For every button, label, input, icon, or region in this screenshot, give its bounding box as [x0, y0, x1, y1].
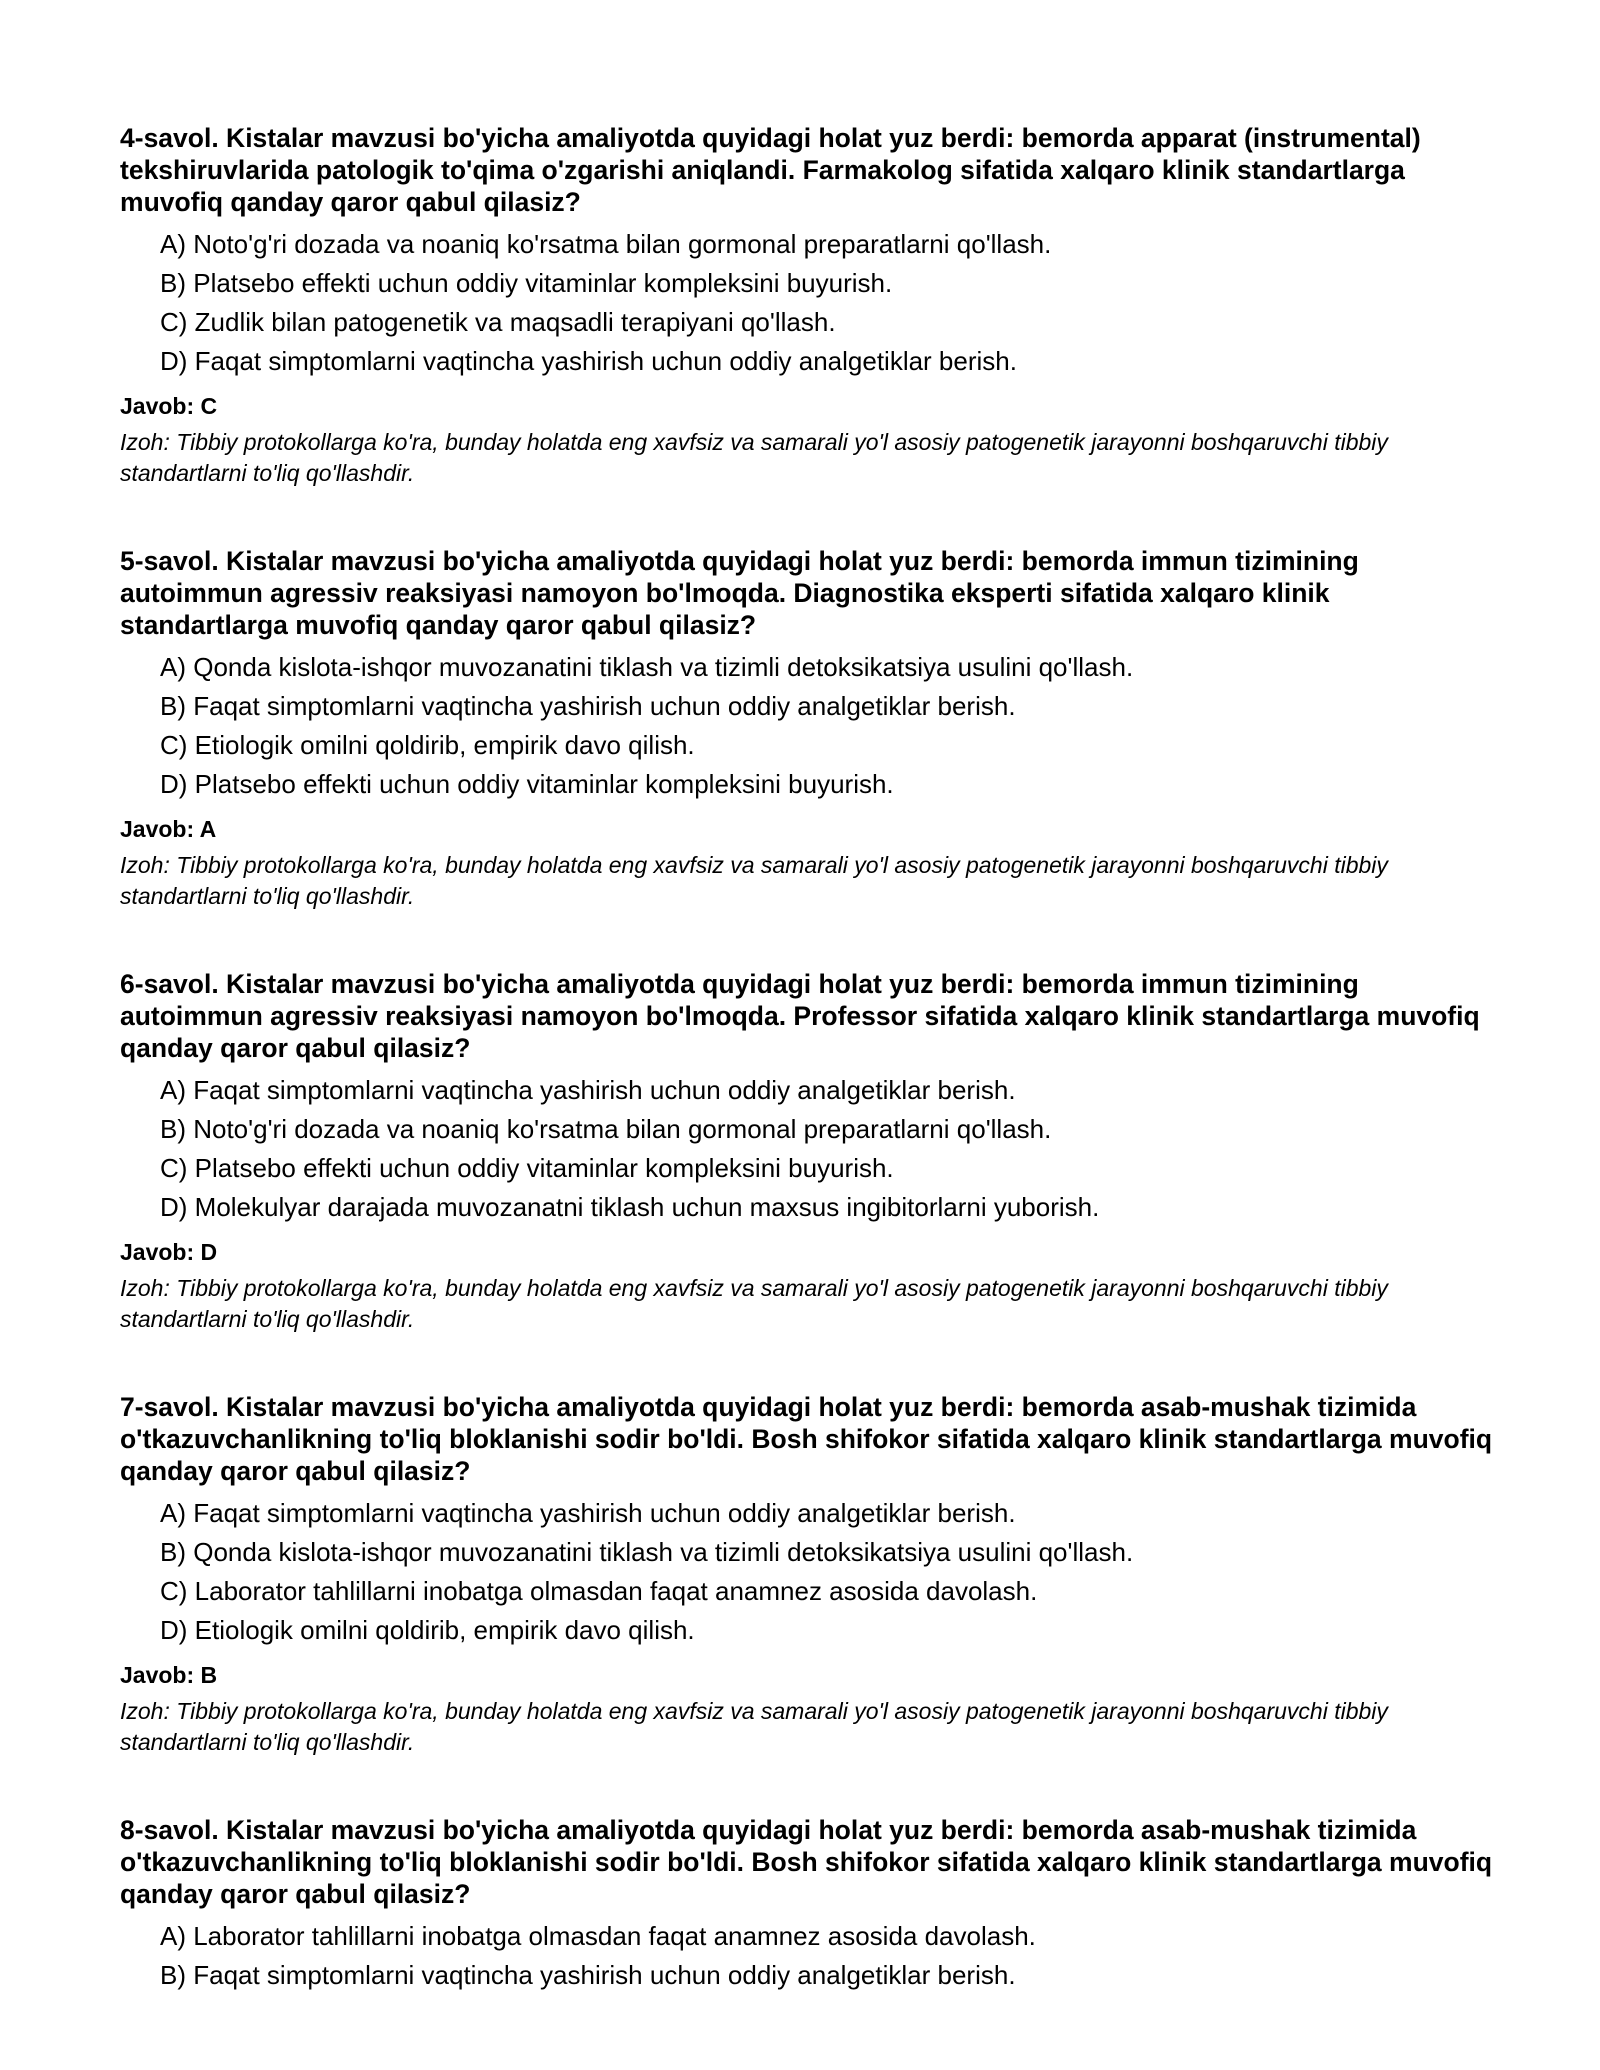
answer-label: Javob: A — [120, 816, 217, 842]
option-item: B) Faqat simptomlarni vaqtincha yashirish uchun oddiy analgetiklar berish. — [160, 1960, 1016, 1990]
option-item: D) Platsebo effekti uchun oddiy vitaminlar kompleksini buyurish. — [160, 769, 894, 799]
question-title: 6-savol. Kistalar mavzusi bo'yicha amaliyotda quyidagi holat yuz berdi: bemorda immun tizimining autoimmun agressiv reaksiyasi namoyon bo'lmoqda. Professor sifatida xalqaro klinik standartlarga muvofiq qanday qaror qabul qilasiz? — [120, 969, 1480, 1063]
option-item: C) Laborator tahlillarni inobatga olmasdan faqat anamnez asosida davolash. — [160, 1576, 1038, 1606]
question-title: 4-savol. Kistalar mavzusi bo'yicha amaliyotda quyidagi holat yuz berdi: bemorda apparat (instrumental) tekshiruvlarida patologik to'qima o'zgarishi aniqlandi. Farmakolog sifatida xalqaro klinik standartlarga muvofiq qanday qaror qabul qilasiz? — [120, 123, 1421, 217]
question-block — [120, 968, 1500, 1335]
options-list — [120, 1071, 1500, 1227]
spacer — [120, 489, 1500, 545]
option-item: D) Etiologik omilni qoldirib, empirik davo qilish. — [160, 1615, 695, 1645]
spacer — [120, 1335, 1500, 1391]
option-item: C) Zudlik bilan patogenetik va maqsadli terapiyani qo'llash. — [160, 307, 836, 337]
option-item: A) Qonda kislota-ishqor muvozanatini tiklash va tizimli detoksikatsiya usulini qo'llash. — [160, 652, 1134, 682]
option-item: B) Qonda kislota-ishqor muvozanatini tiklash va tizimli detoksikatsiya usulini qo'llash. — [160, 1537, 1134, 1567]
question-block — [120, 1391, 1500, 1758]
options-list — [120, 225, 1500, 381]
spacer — [120, 1758, 1500, 1814]
option-item: A) Faqat simptomlarni vaqtincha yashirish uchun oddiy analgetiklar berish. — [160, 1498, 1016, 1528]
option-item: C) Platsebo effekti uchun oddiy vitaminlar kompleksini buyurish. — [160, 1153, 894, 1183]
option-item: D) Molekulyar darajada muvozanatni tiklash uchun maxsus ingibitorlarni yuborish. — [160, 1192, 1100, 1222]
option-item: B) Noto'g'ri dozada va noaniq ko'rsatma bilan gormonal preparatlarni qo'llash. — [160, 1114, 1052, 1144]
answer-label: Javob: D — [120, 1239, 218, 1265]
explanation-note: Izoh: Tibbiy protokollarga ko'ra, bunday holatda eng xavfsiz va samarali yo'l asosiy patogenetik jarayonni boshqaruvchi tibbiy standartlarni to'liq qo'llashdir. — [120, 852, 1388, 909]
option-item: D) Faqat simptomlarni vaqtincha yashirish uchun oddiy analgetiklar berish. — [160, 346, 1017, 376]
document-page — [120, 122, 1500, 1995]
question-block — [120, 1814, 1500, 1995]
option-item: B) Platsebo effekti uchun oddiy vitaminlar kompleksini buyurish. — [160, 268, 893, 298]
explanation-note: Izoh: Tibbiy protokollarga ko'ra, bunday holatda eng xavfsiz va samarali yo'l asosiy patogenetik jarayonni boshqaruvchi tibbiy standartlarni to'liq qo'llashdir. — [120, 429, 1388, 486]
option-item: C) Etiologik omilni qoldirib, empirik davo qilish. — [160, 730, 695, 760]
option-item: B) Faqat simptomlarni vaqtincha yashirish uchun oddiy analgetiklar berish. — [160, 691, 1016, 721]
question-block — [120, 545, 1500, 912]
explanation-note: Izoh: Tibbiy protokollarga ko'ra, bunday holatda eng xavfsiz va samarali yo'l asosiy patogenetik jarayonni boshqaruvchi tibbiy standartlarni to'liq qo'llashdir. — [120, 1698, 1388, 1755]
option-item: A) Faqat simptomlarni vaqtincha yashirish uchun oddiy analgetiklar berish. — [160, 1075, 1016, 1105]
options-list — [120, 648, 1500, 804]
option-item: A) Laborator tahlillarni inobatga olmasdan faqat anamnez asosida davolash. — [160, 1921, 1036, 1951]
options-list — [120, 1917, 1500, 1995]
explanation-note: Izoh: Tibbiy protokollarga ko'ra, bunday holatda eng xavfsiz va samarali yo'l asosiy patogenetik jarayonni boshqaruvchi tibbiy standartlarni to'liq qo'llashdir. — [120, 1275, 1388, 1332]
answer-label: Javob: C — [120, 393, 218, 419]
question-title: 5-savol. Kistalar mavzusi bo'yicha amaliyotda quyidagi holat yuz berdi: bemorda immun tizimining autoimmun agressiv reaksiyasi namoyon bo'lmoqda. Diagnostika eksperti sifatida xalqaro klinik standartlarga muvofiq qanday qaror qabul qilasiz? — [120, 546, 1359, 640]
spacer — [120, 912, 1500, 968]
question-title: 7-savol. Kistalar mavzusi bo'yicha amaliyotda quyidagi holat yuz berdi: bemorda asab-mushak tizimida o'tkazuvchanlikning to'liq bloklanishi sodir bo'ldi. Bosh shifokor sifatida xalqaro klinik standartlarga muvofiq qanday qaror qabul qilasiz? — [120, 1392, 1493, 1486]
option-item: A) Noto'g'ri dozada va noaniq ko'rsatma bilan gormonal preparatlarni qo'llash. — [160, 229, 1052, 259]
answer-label: Javob: B — [120, 1662, 218, 1688]
options-list — [120, 1494, 1500, 1650]
question-title: 8-savol. Kistalar mavzusi bo'yicha amaliyotda quyidagi holat yuz berdi: bemorda asab-mushak tizimida o'tkazuvchanlikning to'liq bloklanishi sodir bo'ldi. Bosh shifokor sifatida xalqaro klinik standartlarga muvofiq qanday qaror qabul qilasiz? — [120, 1815, 1493, 1909]
question-block — [120, 122, 1500, 489]
